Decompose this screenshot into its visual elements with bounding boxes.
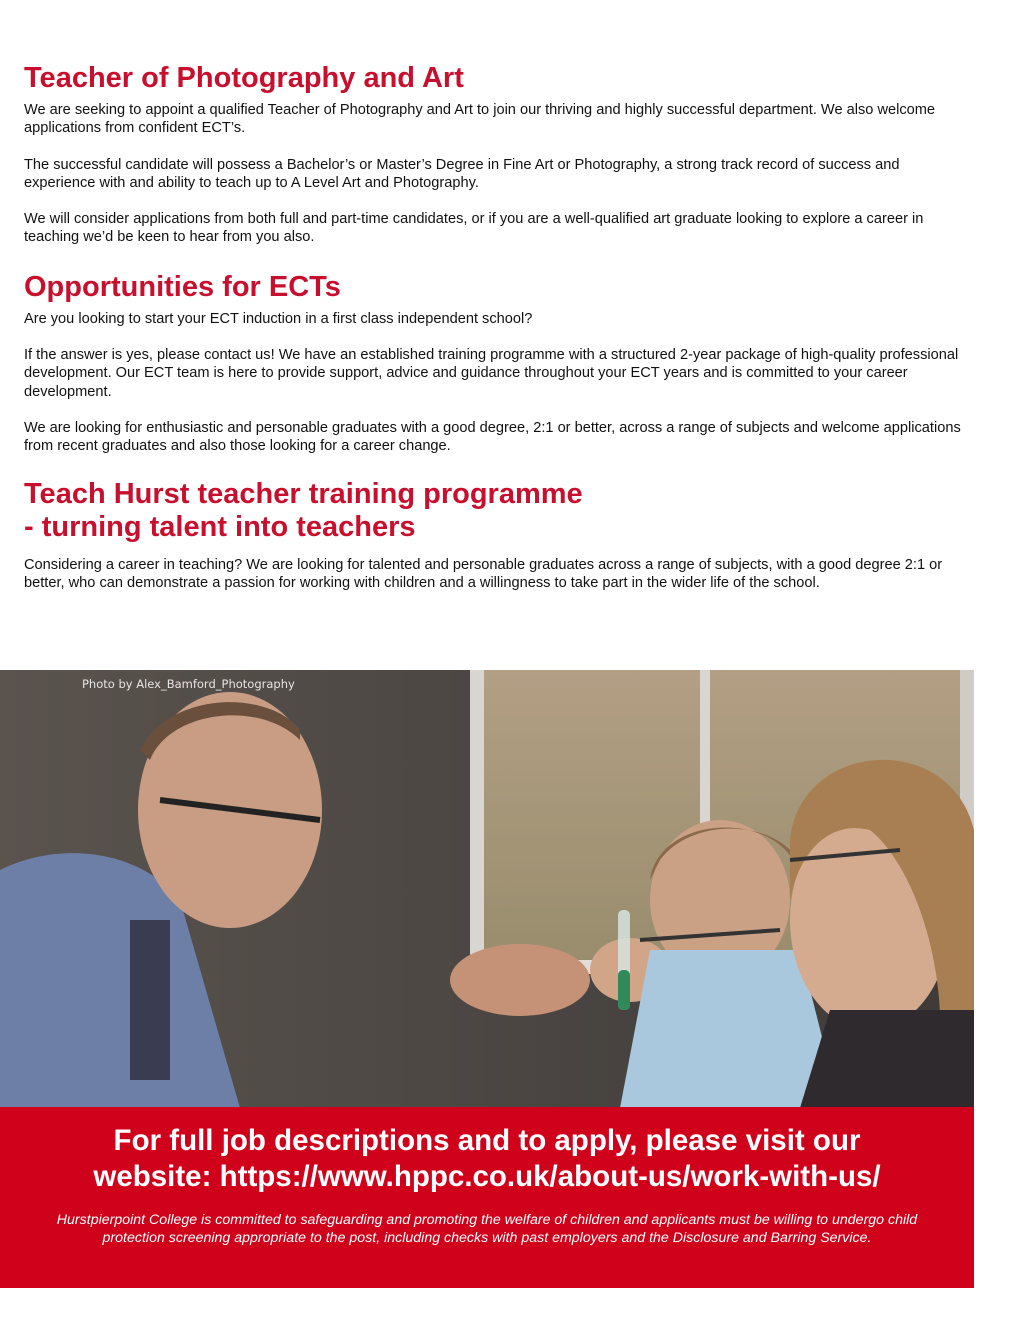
safeguarding-notice: Hurstpierpoint College is committed to safeguarding and promoting the welfare of children and applicants must be willing to undergo child protection screening appropriate to the post, including checks with past employers and the Disclosure and Barring Service. [56,1212,918,1246]
apply-call-to-action: For full job descriptions and to apply, please visit our website: https://www.hppc.co.uk/about-us/work-with-us/ [93,1124,881,1193]
page-content [24,62,964,592]
paragraph: If the answer is yes, please contact us! We have an established training programme with a structured 2-year package of high-quality professional development. Our ECT team is here to provide support, advice and guidance throughout your ECT years and is committed to your career development. [24,347,959,400]
photo-credit: Photo by Alex_Bamford_Photography [82,677,295,691]
section-heading: Teacher of Photography and Art [24,62,464,94]
paragraph: We are seeking to appoint a qualified Teacher of Photography and Art to join our thriving and highly successful department. We also welcome applications from confident ECT’s. [24,102,936,137]
paragraph: We will consider applications from both full and part-time candidates, or if you are a well-qualified art graduate looking to explore a career in teaching we’d be keen to hear from you also. [24,211,924,246]
section-opportunities-ects [24,271,964,456]
paragraph: Are you looking to start your ECT induction in a first class independent school? [24,310,533,327]
section-teach-hurst [24,478,964,593]
classroom-photo [0,670,974,1108]
paragraph: Considering a career in teaching? We are looking for talented and personable graduates across a range of subjects, with a good degree 2:1 or better, who can demonstrate a passion for working with children and a willingness to take part in the wider life of the school. [24,556,943,591]
paragraph: The successful candidate will possess a Bachelor’s or Master’s Degree in Fine Art or Photography, a strong track record of success and experience with and ability to teach up to A Level Art and Photography. [24,156,900,191]
section-heading: Opportunities for ECTs [24,270,341,303]
section-teacher-photography-art [24,62,964,247]
paragraph: We are looking for enthusiastic and personable graduates with a good degree, 2:1 or better, across a range of subjects and welcome applications from recent graduates and also those looking for a career change. [24,419,961,455]
apply-banner [0,1107,974,1288]
section-heading: Teach Hurst teacher training programme - turning talent into teachers [24,477,583,543]
photo-illustration [0,670,974,1108]
